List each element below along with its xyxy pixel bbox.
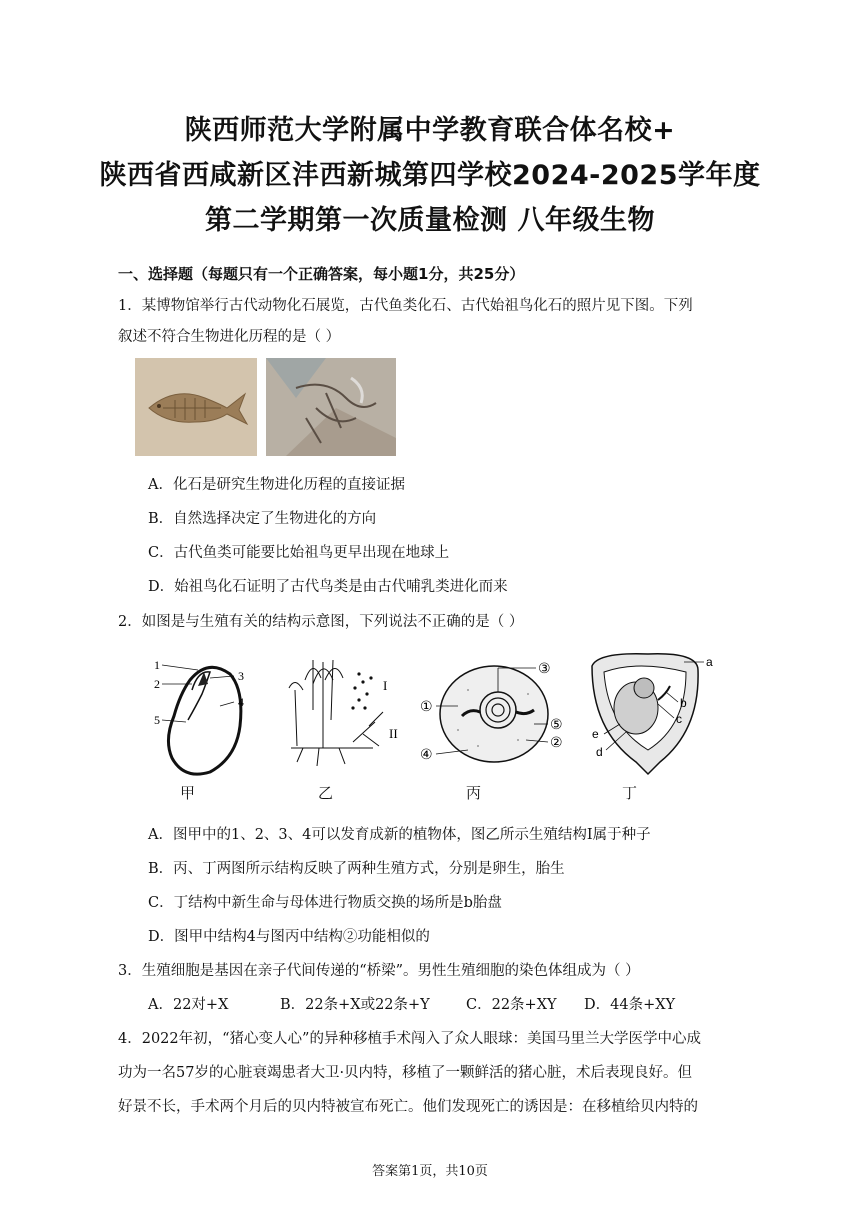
ding-label-a: a bbox=[706, 655, 713, 669]
figure-jia-seed-diagram bbox=[148, 650, 260, 778]
archaeopteryx-fossil-image bbox=[266, 358, 396, 456]
q3-stem-line1: 3．生殖细胞是基因在亲子代间传递的“桥梁”。男性生殖细胞的染色体组成为（ ） bbox=[118, 963, 640, 979]
q4-stem-line1: 4．2022年初，“猪心变人心”的异种移植手术闯入了众人眼球：美国马里兰大学医学中心成 bbox=[118, 1031, 701, 1047]
q3-option-d: D．44条+XY bbox=[584, 997, 676, 1013]
section-heading: 一、选择题（每题只有一个正确答案，每小题1分，共25分） bbox=[118, 265, 525, 283]
ding-label-b: b bbox=[680, 696, 687, 710]
jia-label-5: 5 bbox=[154, 713, 160, 727]
jia-label-2: 2 bbox=[154, 677, 160, 691]
q1-option-d: D．始祖鸟化石证明了古代鸟类是由古代哺乳类进化而来 bbox=[148, 579, 508, 595]
q2-option-d: D．图甲中结构4与图丙中结构②功能相似的 bbox=[148, 929, 430, 945]
yi-label-II: II bbox=[389, 726, 398, 741]
q2-option-a: A．图甲中的1、2、3、4可以发育成新的植物体，图乙所示生殖结构I属于种子 bbox=[148, 827, 651, 843]
jia-label-1: 1 bbox=[154, 658, 160, 672]
q4-stem-line3: 好景不长，手术两个月后的贝内特被宣布死亡。他们发现死亡的诱因是：在移植给贝内特的 bbox=[118, 1099, 698, 1115]
jia-label-3: 3 bbox=[238, 669, 244, 683]
q4-stem-line2: 功为一名57岁的心脏衰竭患者大卫·贝内特，移植了一颗鲜活的猪心脏，术后表现良好。但 bbox=[118, 1065, 693, 1081]
bing-label-1: ① bbox=[420, 699, 433, 715]
q3-option-a: A．22对+X bbox=[148, 997, 229, 1013]
figure-label-jia: 甲 bbox=[180, 784, 196, 802]
q2-option-c: C．丁结构中新生命与母体进行物质交换的场所是b胎盘 bbox=[148, 895, 502, 911]
title-line-3: 第二学期第一次质量检测 八年级生物 bbox=[205, 205, 655, 236]
figure-label-bing: 丙 bbox=[466, 784, 482, 802]
yi-label-I: I bbox=[383, 678, 388, 693]
fish-fossil-image bbox=[135, 358, 257, 456]
ding-label-c: c bbox=[676, 712, 682, 726]
bing-label-4: ④ bbox=[420, 747, 433, 763]
bing-label-5: ⑤ bbox=[550, 717, 563, 733]
q1-stem-line2: 叙述不符合生物进化历程的是（ ） bbox=[118, 329, 341, 345]
q1-option-b: B．自然选择决定了生物进化的方向 bbox=[148, 511, 377, 527]
title-line-1: 陕西师范大学附属中学教育联合体名校+ bbox=[184, 115, 676, 146]
figure-label-ding: 丁 bbox=[622, 784, 638, 802]
q1-stem-line1: 1．某博物馆举行古代动物化石展览，古代鱼类化石、古代始祖鸟化石的照片见下图。下列 bbox=[118, 298, 693, 314]
q3-option-c: C．22条+XY bbox=[466, 997, 557, 1013]
jia-label-4: 4 bbox=[238, 695, 244, 709]
page-footer: 答案第1页，共10页 bbox=[372, 1164, 488, 1179]
figure-label-yi: 乙 bbox=[318, 784, 334, 802]
q2-option-b: B．丙、丁两图所示结构反映了两种生殖方式，分别是卵生，胎生 bbox=[148, 861, 565, 877]
title-line-2: 陕西省西咸新区沣西新城第四学校2024-2025学年度 bbox=[99, 160, 761, 191]
ding-label-e: e bbox=[592, 727, 599, 741]
figure-bing-egg-diagram bbox=[418, 650, 570, 778]
bing-label-2: ② bbox=[550, 735, 563, 751]
figure-yi-fern-diagram bbox=[283, 650, 413, 778]
figure-ding-uterus-diagram bbox=[578, 650, 718, 778]
bing-label-3: ③ bbox=[538, 661, 551, 677]
ding-label-d: d bbox=[596, 745, 603, 759]
q1-option-a: A．化石是研究生物进化历程的直接证据 bbox=[148, 477, 405, 493]
q1-option-c: C．古代鱼类可能要比始祖鸟更早出现在地球上 bbox=[148, 545, 450, 561]
q2-stem-line1: 2．如图是与生殖有关的结构示意图，下列说法不正确的是（ ） bbox=[118, 614, 524, 630]
q3-option-b: B．22条+X或22条+Y bbox=[280, 997, 430, 1013]
